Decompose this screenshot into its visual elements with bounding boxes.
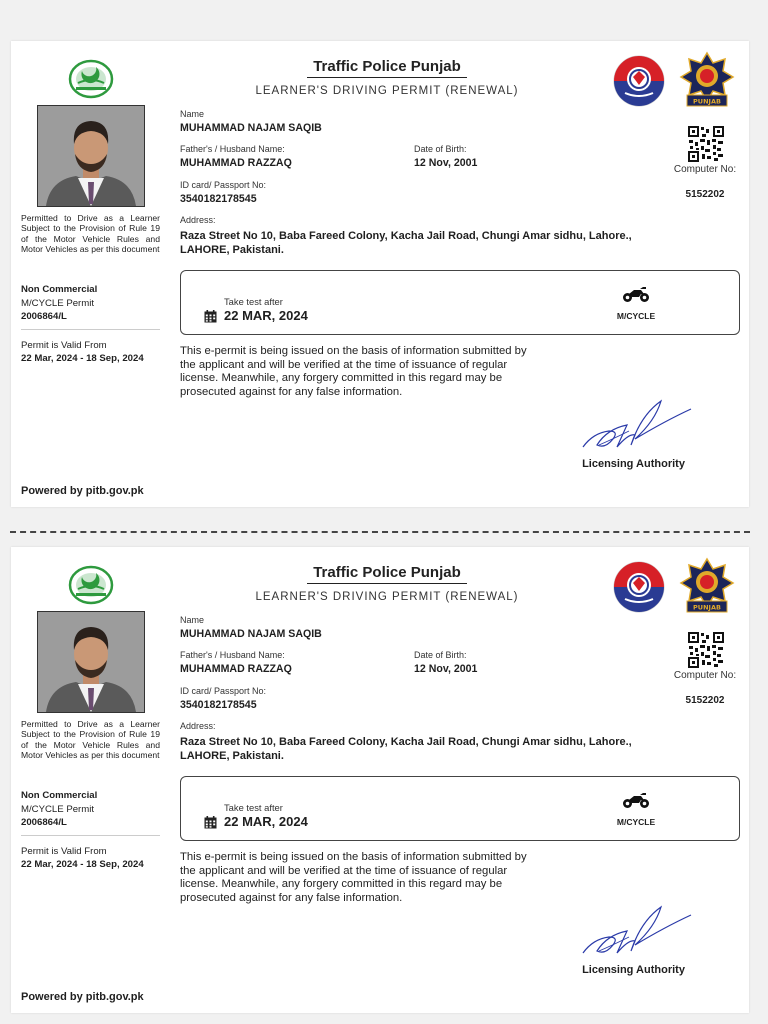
punjab-government-logo [68, 563, 114, 605]
test-date-box [180, 776, 740, 841]
vehicle-category: Non Commercial [21, 790, 98, 801]
name-value: MUHAMMAD NAJAM SAQIB [180, 628, 322, 640]
dob-value: 12 Nov, 2001 [414, 663, 478, 675]
e-permit-notice: This e-permit is being issued on the basis of information submitted by the applicant and will be verified at the time of issuance of regular license. Meanwhile, any forgery committed in this regard may be prosecuted against for any false information. [180, 851, 527, 905]
take-test-label: Take test after [224, 802, 283, 813]
id-card-value: 3540182178545 [180, 193, 257, 205]
computer-no-label: Computer No: [673, 164, 737, 175]
dob-label: Date of Birth: [414, 650, 467, 660]
powered-by-text: Powered by pitb.gov.pk [21, 991, 144, 1003]
validity-value: 22 Mar, 2024 - 18 Sep, 2024 [21, 353, 144, 364]
calendar-icon [204, 816, 217, 829]
take-test-date: 22 MAR, 2024 [224, 308, 308, 323]
address-value: Raza Street No 10, Baba Fareed Colony, Kacha Jail Road, Chungi Amar sidhu, Lahore., LAHORE, Pakistani. [180, 230, 632, 256]
take-test-date: 22 MAR, 2024 [224, 814, 308, 829]
computer-no-label: Computer No: [673, 670, 737, 681]
qr-code-icon [687, 631, 725, 669]
address-label: Address: [180, 721, 216, 731]
permit-card [11, 41, 749, 507]
father-name-label: Father's / Husband Name: [180, 144, 285, 154]
vehicle-category: Non Commercial [21, 284, 98, 295]
test-vehicle-label: M/CYCLE [616, 817, 656, 827]
address-value: Raza Street No 10, Baba Fareed Colony, Kacha Jail Road, Chungi Amar sidhu, Lahore., LAHORE, Pakistani. [180, 736, 632, 762]
take-test-label: Take test after [224, 296, 283, 307]
vehicle-class-block [21, 789, 161, 830]
father-name-value: MUHAMMAD RAZZAQ [180, 663, 292, 675]
left-separator [21, 835, 160, 836]
permit-number: 2006864/L [21, 311, 67, 322]
licensing-authority-label: Licensing Authority [582, 964, 685, 976]
powered-by-text: Powered by pitb.gov.pk [21, 485, 144, 497]
test-vehicle-label: M/CYCLE [616, 311, 656, 321]
permit-title: Traffic Police Punjab [307, 58, 467, 78]
permit-subtitle: LEARNER'S DRIVING PERMIT (RENEWAL) [255, 85, 519, 97]
traffic-police-badge-logo [679, 51, 735, 109]
test-date-box [180, 270, 740, 335]
calendar-icon [204, 310, 217, 323]
licensing-authority-label: Licensing Authority [582, 458, 685, 470]
applicant-portrait [38, 612, 144, 712]
authority-signature [579, 395, 699, 459]
cut-line-divider [10, 531, 750, 533]
qr-code-icon [687, 125, 725, 163]
vehicle-class-block [21, 283, 161, 324]
traffic-police-badge-logo [679, 557, 735, 615]
validity-label: Permit is Valid From [21, 846, 107, 857]
validity-label: Permit is Valid From [21, 340, 107, 351]
name-value: MUHAMMAD NAJAM SAQIB [180, 122, 322, 134]
computer-no-value: 5152202 [685, 695, 725, 706]
svg-text:PUNJAB: PUNJAB [693, 97, 721, 106]
id-card-value: 3540182178545 [180, 699, 257, 711]
name-label: Name [180, 109, 205, 119]
punjab-police-logo [611, 561, 667, 613]
punjab-government-logo [68, 57, 114, 99]
validity-block [21, 845, 161, 871]
permit-subtitle: LEARNER'S DRIVING PERMIT (RENEWAL) [255, 591, 519, 603]
vehicle-type: M/CYCLE Permit [21, 803, 95, 815]
name-label: Name [180, 615, 205, 625]
permit-title: Traffic Police Punjab [307, 564, 467, 584]
permitted-to-drive-text: Permitted to Drive as a Learner Subject to the Provision of Rule 19 of the Motor Vehicle Rules and Motor Vehicles as per this document [21, 213, 160, 254]
dob-label: Date of Birth: [414, 144, 467, 154]
applicant-photo [37, 611, 145, 713]
permit-card [11, 547, 749, 1013]
applicant-photo [37, 105, 145, 207]
motorcycle-icon [622, 286, 650, 303]
validity-block [21, 339, 161, 365]
father-name-label: Father's / Husband Name: [180, 650, 285, 660]
vehicle-type: M/CYCLE Permit [21, 297, 95, 309]
validity-value: 22 Mar, 2024 - 18 Sep, 2024 [21, 859, 144, 870]
id-card-label: ID card/ Passport No: [180, 686, 267, 696]
dob-value: 12 Nov, 2001 [414, 157, 478, 169]
applicant-portrait [38, 106, 144, 206]
computer-no-value: 5152202 [685, 189, 725, 200]
permit-number: 2006864/L [21, 817, 67, 828]
id-card-label: ID card/ Passport No: [180, 180, 267, 190]
authority-signature [579, 901, 699, 965]
punjab-police-logo [611, 55, 667, 107]
address-label: Address: [180, 215, 216, 225]
e-permit-notice: This e-permit is being issued on the basis of information submitted by the applicant and will be verified at the time of issuance of regular license. Meanwhile, any forgery committed in this regard may be prosecuted against for any false information. [180, 345, 527, 399]
permitted-to-drive-text: Permitted to Drive as a Learner Subject to the Provision of Rule 19 of the Motor Vehicle Rules and Motor Vehicles as per this document [21, 719, 160, 760]
left-separator [21, 329, 160, 330]
father-name-value: MUHAMMAD RAZZAQ [180, 157, 292, 169]
svg-text:PUNJAB: PUNJAB [693, 603, 721, 612]
motorcycle-icon [622, 792, 650, 809]
